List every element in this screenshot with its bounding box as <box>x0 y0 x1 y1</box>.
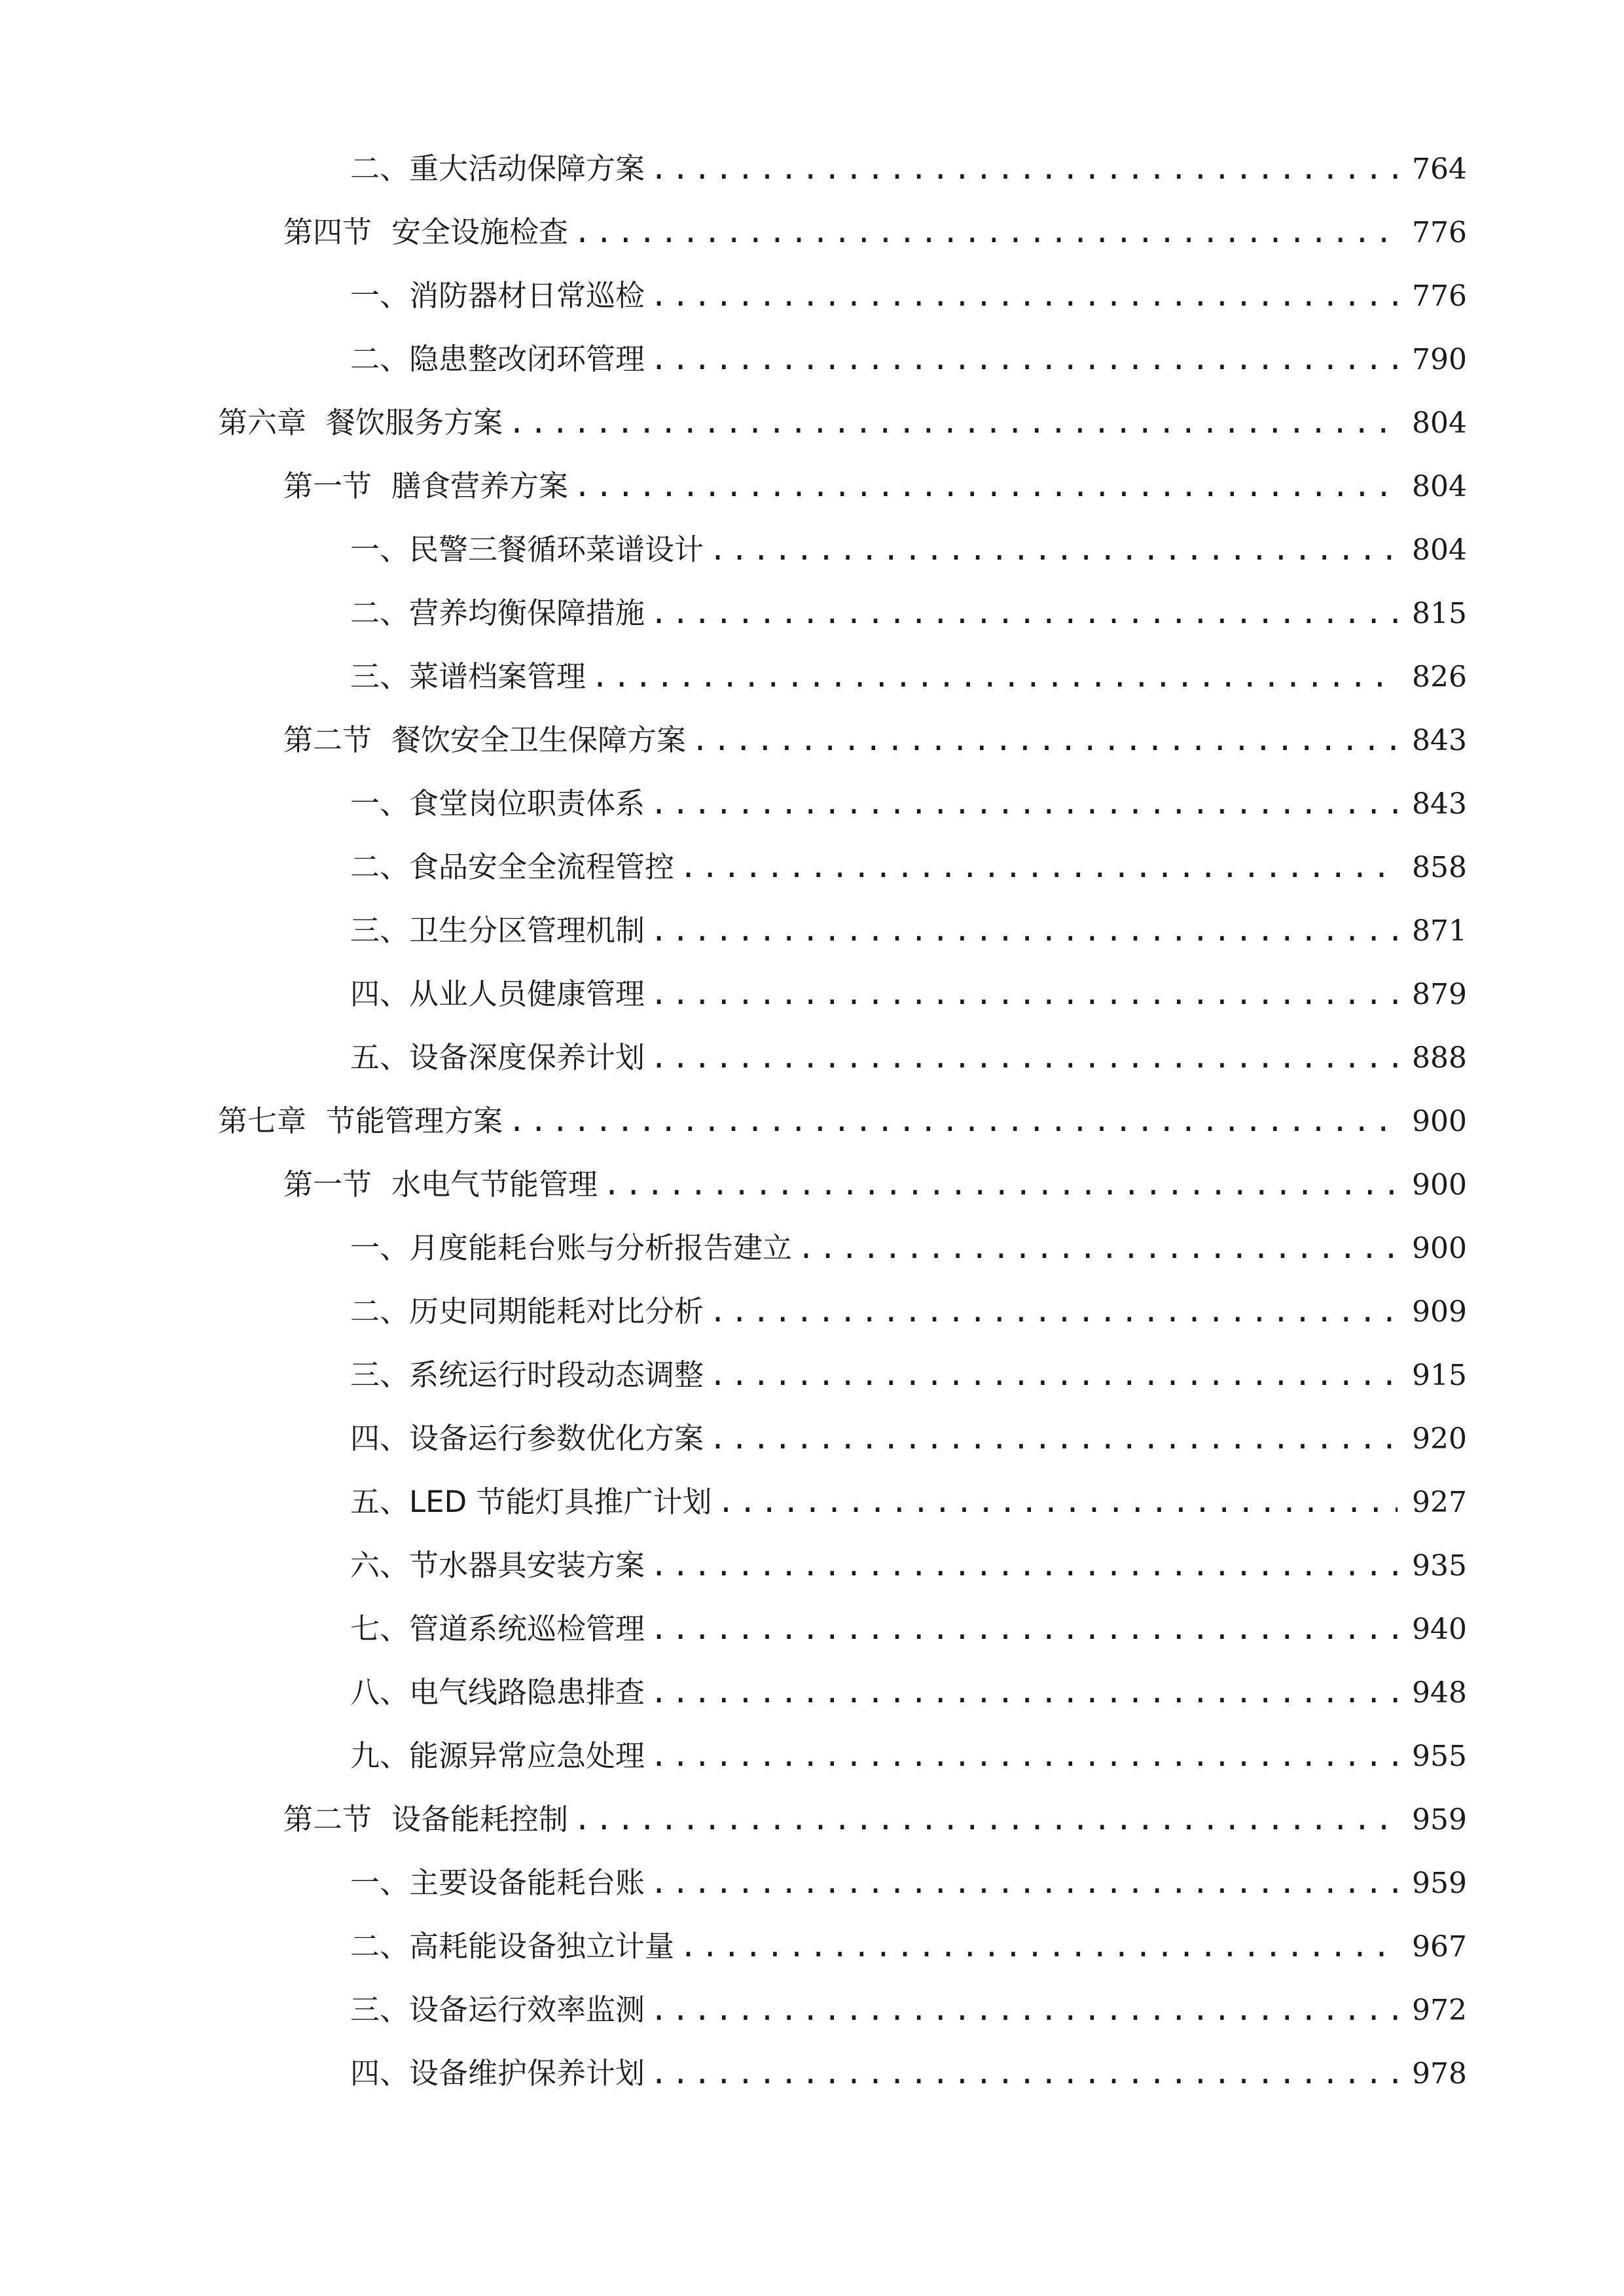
toc-entry-number: 七、 <box>350 1611 410 1646</box>
toc-entry-section[interactable] <box>350 1419 1467 1458</box>
toc-dot-leader <box>650 911 1398 950</box>
toc-entry-number: 四、 <box>350 1421 410 1456</box>
toc-entry-page: 959 <box>1412 1803 1467 1837</box>
toc-entry-page: 900 <box>1412 1232 1467 1265</box>
toc-entry-section[interactable] <box>350 657 1467 696</box>
toc-dot-leader <box>709 1292 1398 1331</box>
toc-entry-page: 843 <box>1412 724 1467 757</box>
toc-entry-title: 菜谱档案管理 <box>409 659 586 694</box>
toc-entry-number: 三、 <box>350 1357 410 1392</box>
toc-entry-page: 935 <box>1412 1549 1467 1583</box>
toc-entry-number: 一、 <box>350 278 410 313</box>
toc-entry-title: 设备维护保养计划 <box>409 2056 645 2090</box>
toc-dot-leader <box>603 1165 1398 1204</box>
toc-entry-title: 民警三餐循环菜谱设计 <box>409 532 704 567</box>
toc-entry-title: 电气线路隐患排查 <box>409 1675 645 1710</box>
toc-dot-leader <box>650 1038 1398 1077</box>
toc-entry-title: 重大活动保障方案 <box>409 151 645 186</box>
toc-entry-section[interactable] <box>350 276 1467 315</box>
toc-dot-leader <box>650 1990 1398 2030</box>
toc-entry-number: 四、 <box>350 2056 410 2090</box>
toc-entry-section[interactable] <box>350 1863 1467 1903</box>
toc-entry-title: 隐患整改闭环管理 <box>409 342 645 376</box>
toc-entry-page: 948 <box>1412 1676 1467 1710</box>
toc-entry-number: 第二节 <box>283 723 372 757</box>
toc-entry-number: 一、 <box>350 786 410 821</box>
toc-entry-page: 879 <box>1412 978 1467 1011</box>
toc-entry-section[interactable] <box>350 784 1467 823</box>
toc-dot-leader <box>591 657 1398 696</box>
toc-entry-section[interactable] <box>350 1482 1467 1522</box>
toc-entry-number: 二、 <box>350 1929 410 1964</box>
toc-entry-title: 消防器材日常巡检 <box>409 278 645 313</box>
toc-entry-subchapter[interactable] <box>283 213 1467 252</box>
toc-entry-number: 五、 <box>350 1040 410 1075</box>
toc-entry-page: 871 <box>1412 914 1467 948</box>
toc-entry-page: 804 <box>1412 470 1467 503</box>
toc-dot-leader <box>797 1229 1398 1268</box>
toc-entry-number: 三、 <box>350 659 410 694</box>
toc-entry-title: 系统运行时段动态调整 <box>409 1357 704 1392</box>
toc-entry-section[interactable] <box>350 911 1467 950</box>
toc-entry-page: 900 <box>1412 1168 1467 1202</box>
toc-entry-section[interactable] <box>350 2054 1467 2093</box>
toc-entry-page: 967 <box>1412 1930 1467 1964</box>
toc-entry-section[interactable] <box>350 1038 1467 1077</box>
toc-dot-leader <box>709 1355 1398 1395</box>
toc-dot-leader <box>691 721 1398 760</box>
toc-entry-title: 节能管理方案 <box>326 1103 503 1138</box>
toc-dot-leader <box>709 530 1398 569</box>
toc-entry-page: 826 <box>1412 660 1467 694</box>
toc-entry-title: 卫生分区管理机制 <box>409 913 645 948</box>
toc-entry-title: 设备能耗控制 <box>391 1802 569 1837</box>
toc-entry-number: 第一节 <box>283 469 372 503</box>
toc-entry-number: 第七章 <box>218 1103 307 1138</box>
toc-entry-page: 955 <box>1412 1740 1467 1773</box>
toc-entry-number: 一、 <box>350 1865 410 1900</box>
toc-dot-leader <box>508 1102 1398 1141</box>
toc-entry-number: 一、 <box>350 1230 410 1265</box>
toc-entry-title: 设备运行效率监测 <box>409 1992 645 2027</box>
toc-dot-leader <box>650 594 1398 633</box>
toc-dot-leader <box>573 213 1398 252</box>
toc-entry-number: 第六章 <box>218 405 307 440</box>
toc-entry-subchapter[interactable] <box>283 467 1467 506</box>
toc-entry-section[interactable] <box>350 1292 1467 1331</box>
toc-entry-subchapter[interactable] <box>283 1165 1467 1204</box>
toc-entry-title: 节水器具安装方案 <box>409 1548 645 1583</box>
toc-entry-page: 927 <box>1412 1486 1467 1519</box>
toc-entry-subchapter[interactable] <box>283 1800 1467 1839</box>
toc-entry-title: LED 节能灯具推广计划 <box>409 1484 712 1519</box>
toc-entry-page: 804 <box>1412 533 1467 567</box>
toc-entry-number: 第一节 <box>283 1167 372 1202</box>
toc-entry-title: 主要设备能耗台账 <box>409 1865 645 1900</box>
toc-entry-chapter[interactable] <box>218 403 1467 442</box>
toc-entry-number: 九、 <box>350 1738 410 1773</box>
toc-entry-number: 第四节 <box>283 215 372 249</box>
toc-entry-number: 四、 <box>350 977 410 1011</box>
toc-entry-title: 营养均衡保障措施 <box>409 596 645 630</box>
toc-entry-section[interactable] <box>350 975 1467 1014</box>
toc-dot-leader <box>573 1800 1398 1839</box>
toc-entry-page: 978 <box>1412 2057 1467 2090</box>
toc-entry-number: 五、 <box>350 1484 410 1519</box>
toc-entry-page: 843 <box>1412 787 1467 821</box>
toc-dot-leader <box>650 1546 1398 1585</box>
toc-entry-title: 历史同期能耗对比分析 <box>409 1294 704 1329</box>
toc-entry-title: 高耗能设备独立计量 <box>409 1929 675 1964</box>
toc-entry-title: 食品安全全流程管控 <box>409 850 675 884</box>
toc-entry-number: 二、 <box>350 342 410 376</box>
toc-entry-number: 三、 <box>350 913 410 948</box>
toc-entry-section[interactable] <box>350 340 1467 379</box>
toc-entry-title: 月度能耗台账与分析报告建立 <box>409 1230 793 1265</box>
toc-dot-leader <box>709 1419 1398 1458</box>
toc-entry-title: 能源异常应急处理 <box>409 1738 645 1773</box>
toc-entry-number: 一、 <box>350 532 410 567</box>
toc-entry-title: 食堂岗位职责体系 <box>409 786 645 821</box>
toc-entry-page: 940 <box>1412 1613 1467 1646</box>
toc-entry-page: 858 <box>1412 851 1467 884</box>
toc-entry-page: 815 <box>1412 597 1467 630</box>
toc-entry-title: 膳食营养方案 <box>391 469 569 503</box>
toc-entry-page: 888 <box>1412 1041 1467 1075</box>
toc-entry-section[interactable] <box>350 1673 1467 1712</box>
toc-entry-number: 第二节 <box>283 1802 372 1837</box>
toc-entry-number: 六、 <box>350 1548 410 1583</box>
toc-dot-leader <box>650 784 1398 823</box>
toc-entry-page: 959 <box>1412 1867 1467 1900</box>
toc-dot-leader <box>717 1482 1398 1522</box>
toc-dot-leader <box>650 1609 1398 1649</box>
toc-entry-title: 管道系统巡检管理 <box>409 1611 645 1646</box>
toc-dot-leader <box>679 1927 1398 1966</box>
toc-entry-section[interactable] <box>350 594 1467 633</box>
toc-dot-leader <box>650 340 1398 379</box>
toc-dot-leader <box>508 403 1398 442</box>
toc-entry-section[interactable] <box>350 848 1467 887</box>
toc-entry-number: 二、 <box>350 596 410 630</box>
toc-entry-section[interactable] <box>350 1736 1467 1776</box>
toc-dot-leader <box>650 2054 1398 2093</box>
toc-entry-page: 909 <box>1412 1295 1467 1329</box>
toc-dot-leader <box>650 276 1398 315</box>
toc-entry-page: 776 <box>1412 279 1467 313</box>
toc-entry-page: 920 <box>1412 1422 1467 1456</box>
toc-dot-leader <box>650 1673 1398 1712</box>
toc-entry-number: 三、 <box>350 1992 410 2027</box>
toc-entry-section[interactable] <box>350 1609 1467 1649</box>
toc-entry-section[interactable] <box>350 1927 1467 1966</box>
toc-entry-section[interactable] <box>350 1229 1467 1268</box>
toc-entry-subchapter[interactable] <box>283 721 1467 760</box>
toc-entry-page: 900 <box>1412 1105 1467 1138</box>
toc-entry-section[interactable] <box>350 149 1467 188</box>
toc-dot-leader <box>650 149 1398 188</box>
toc-entry-page: 790 <box>1412 343 1467 376</box>
toc-entry-page: 804 <box>1412 406 1467 440</box>
toc-entry-section[interactable] <box>350 1355 1467 1395</box>
toc-entry-number: 八、 <box>350 1675 410 1710</box>
toc-entry-section[interactable] <box>350 1990 1467 2030</box>
toc-entry-page: 972 <box>1412 1994 1467 2027</box>
toc-entry-number: 二、 <box>350 1294 410 1329</box>
toc-entry-title: 从业人员健康管理 <box>409 977 645 1011</box>
toc-dot-leader <box>573 467 1398 506</box>
toc-entry-chapter[interactable] <box>218 1102 1467 1141</box>
toc-entry-title: 餐饮安全卫生保障方案 <box>391 723 687 757</box>
toc-dot-leader <box>679 848 1398 887</box>
toc-entry-title: 设备深度保养计划 <box>409 1040 645 1075</box>
toc-entry-section[interactable] <box>350 530 1467 569</box>
toc-entry-title: 设备运行参数优化方案 <box>409 1421 704 1456</box>
toc-entry-number: 二、 <box>350 850 410 884</box>
toc-entry-title: 安全设施检查 <box>391 215 569 249</box>
toc-dot-leader <box>650 1863 1398 1903</box>
toc-entry-page: 764 <box>1412 152 1467 186</box>
toc-entry-title: 水电气节能管理 <box>391 1167 598 1202</box>
toc-entry-page: 776 <box>1412 216 1467 249</box>
toc-entry-section[interactable] <box>350 1546 1467 1585</box>
toc-entry-title: 餐饮服务方案 <box>326 405 503 440</box>
toc-entry-page: 915 <box>1412 1359 1467 1392</box>
toc-dot-leader <box>650 1736 1398 1776</box>
toc-entry-number: 二、 <box>350 151 410 186</box>
toc-dot-leader <box>650 975 1398 1014</box>
